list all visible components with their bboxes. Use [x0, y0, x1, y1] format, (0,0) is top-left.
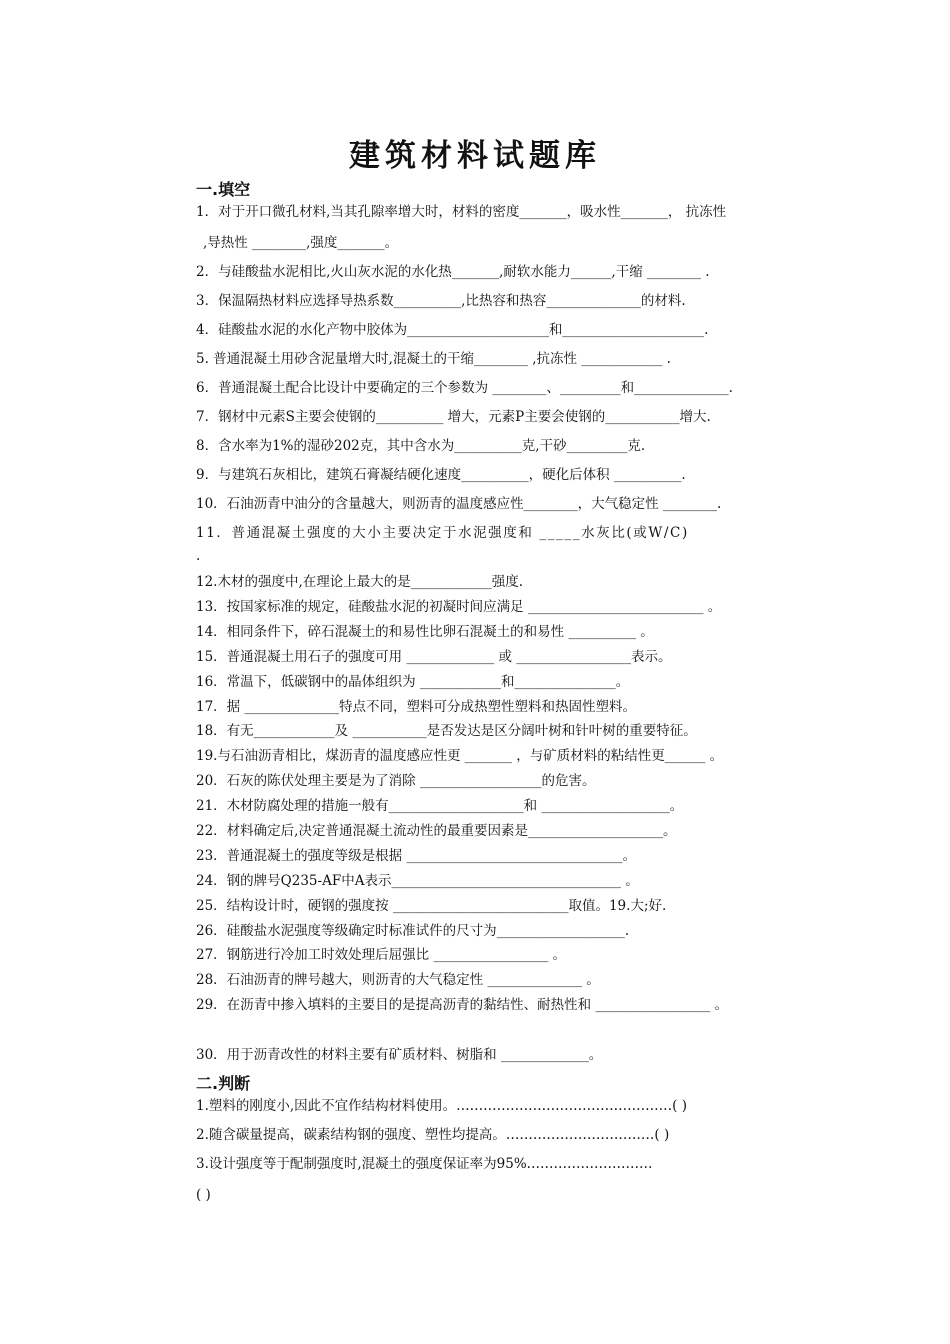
- question-line: 23．普通混凝土的强度等级是根据 ________________________________。: [196, 848, 636, 864]
- question-line: 10．石油沥青中油分的含量越大，则沥青的温度感应性________，大气稳定性 ________.: [196, 496, 722, 512]
- question-line: 16．常温下，低碳钢中的晶体组织为 ____________和_______________。: [196, 674, 630, 690]
- question-line: 7．钢材中元素S主要会使钢的__________ 增大，元素P主要会使钢的___________增大.: [196, 409, 711, 425]
- question-line: 17．据 ______________特点不同，塑料可分成热塑性塑料和热固性塑料。: [196, 699, 636, 715]
- question-line: 20．石灰的陈伏处理主要是为了消除 __________________的危害。: [196, 773, 596, 789]
- question-line: 8．含水率为1%的湿砂202克，其中含水为__________克,干砂_________克.: [196, 438, 646, 454]
- section-heading-fill-blank: 一.填空: [196, 180, 251, 199]
- question-line: 2．与硅酸盐水泥相比,火山灰水泥的水化热_______,耐软水能力______,干缩 ________ .: [196, 264, 710, 280]
- judgement-line: ( ): [196, 1187, 211, 1203]
- question-line: 25．结构设计时，硬钢的强度按 __________________________取值。19.大;好.: [196, 898, 667, 914]
- question-line: 27．钢筋进行冷加工时效处理后屈强比 _________________ 。: [196, 947, 567, 963]
- judgement-line: 2.随含碳量提高，碳素结构钢的强度、塑性均提高。……………………………( ): [196, 1127, 670, 1143]
- question-line: ,导热性 ________,强度_______。: [203, 235, 399, 251]
- document-title: 建筑材料试题库: [349, 138, 601, 174]
- question-line: 30．用于沥青改性的材料主要有矿质材料、树脂和 _____________。: [196, 1047, 603, 1063]
- question-line: 12.木材的强度中,在理论上最大的是____________强度.: [196, 574, 524, 590]
- question-line: 29．在沥青中掺入填料的主要目的是提高沥青的黏结性、耐热性和 _________________ 。: [196, 997, 729, 1013]
- question-line: 9．与建筑石灰相比，建筑石膏凝结硬化速度__________，硬化后体积 __________.: [196, 467, 686, 483]
- question-line: 6．普通混凝土配合比设计中要确定的三个参数为 ________、_________和______________.: [196, 380, 733, 396]
- question-line: 14．相同条件下，碎石混凝土的和易性比卵石混凝土的和易性 __________ 。: [196, 624, 654, 640]
- question-line: 24．钢的牌号Q235-AF中A表示__________________________________ 。: [196, 873, 639, 889]
- question-line: 18．有无____________及 ___________是否发达是区分阔叶树和针叶树的重要特征。: [196, 723, 697, 739]
- question-line: 21．木材防腐处理的措施一般有____________________和 ___________________。: [196, 798, 684, 814]
- question-line: 3．保温隔热材料应选择导热系数__________,比热容和热容______________的材料.: [196, 293, 686, 309]
- judgement-line: 1.塑料的刚度小,因此不宜作结构材料使用。…………………………………………( ): [196, 1098, 687, 1114]
- judgement-line: 3.设计强度等于配制强度时,混凝土的强度保证率为95%.………………………: [196, 1156, 653, 1172]
- question-line: 15．普通混凝土用石子的强度可用 _____________ 或 _________________表示。: [196, 649, 672, 665]
- question-line: 26．硅酸盐水泥强度等级确定时标准试件的尺寸为___________________.: [196, 923, 630, 939]
- question-line: 13．按国家标准的规定，硅酸盐水泥的初凝时间应满足 __________________________ 。: [196, 599, 722, 615]
- question-line: 5. 普通混凝土用砂含泥量增大时,混凝土的干缩________ ,抗冻性 ____________ .: [196, 351, 671, 367]
- question-line: 11．普通混凝土强度的大小主要决定于水泥强度和 _____水灰比(或W/C): [196, 525, 689, 541]
- question-line: 4．硅酸盐水泥的水化产物中胶体为_____________________和_____________________.: [196, 322, 709, 338]
- question-line: 19.与石油沥青相比，煤沥青的温度感应性更 _______ ，与矿质材料的粘结性更______ 。: [196, 748, 724, 764]
- question-line: 22．材料确定后,决定普通混凝土流动性的最重要因素是____________________。: [196, 823, 677, 839]
- section-heading-judgement: 二.判断: [196, 1074, 251, 1093]
- question-line: 28．石油沥青的牌号越大，则沥青的大气稳定性 ______________ 。: [196, 972, 600, 988]
- question-line: 1．对于开口微孔材料,当其孔隙率增大时，材料的密度_______，吸水性_______， 抗冻性: [196, 204, 727, 220]
- question-line: .: [196, 548, 201, 564]
